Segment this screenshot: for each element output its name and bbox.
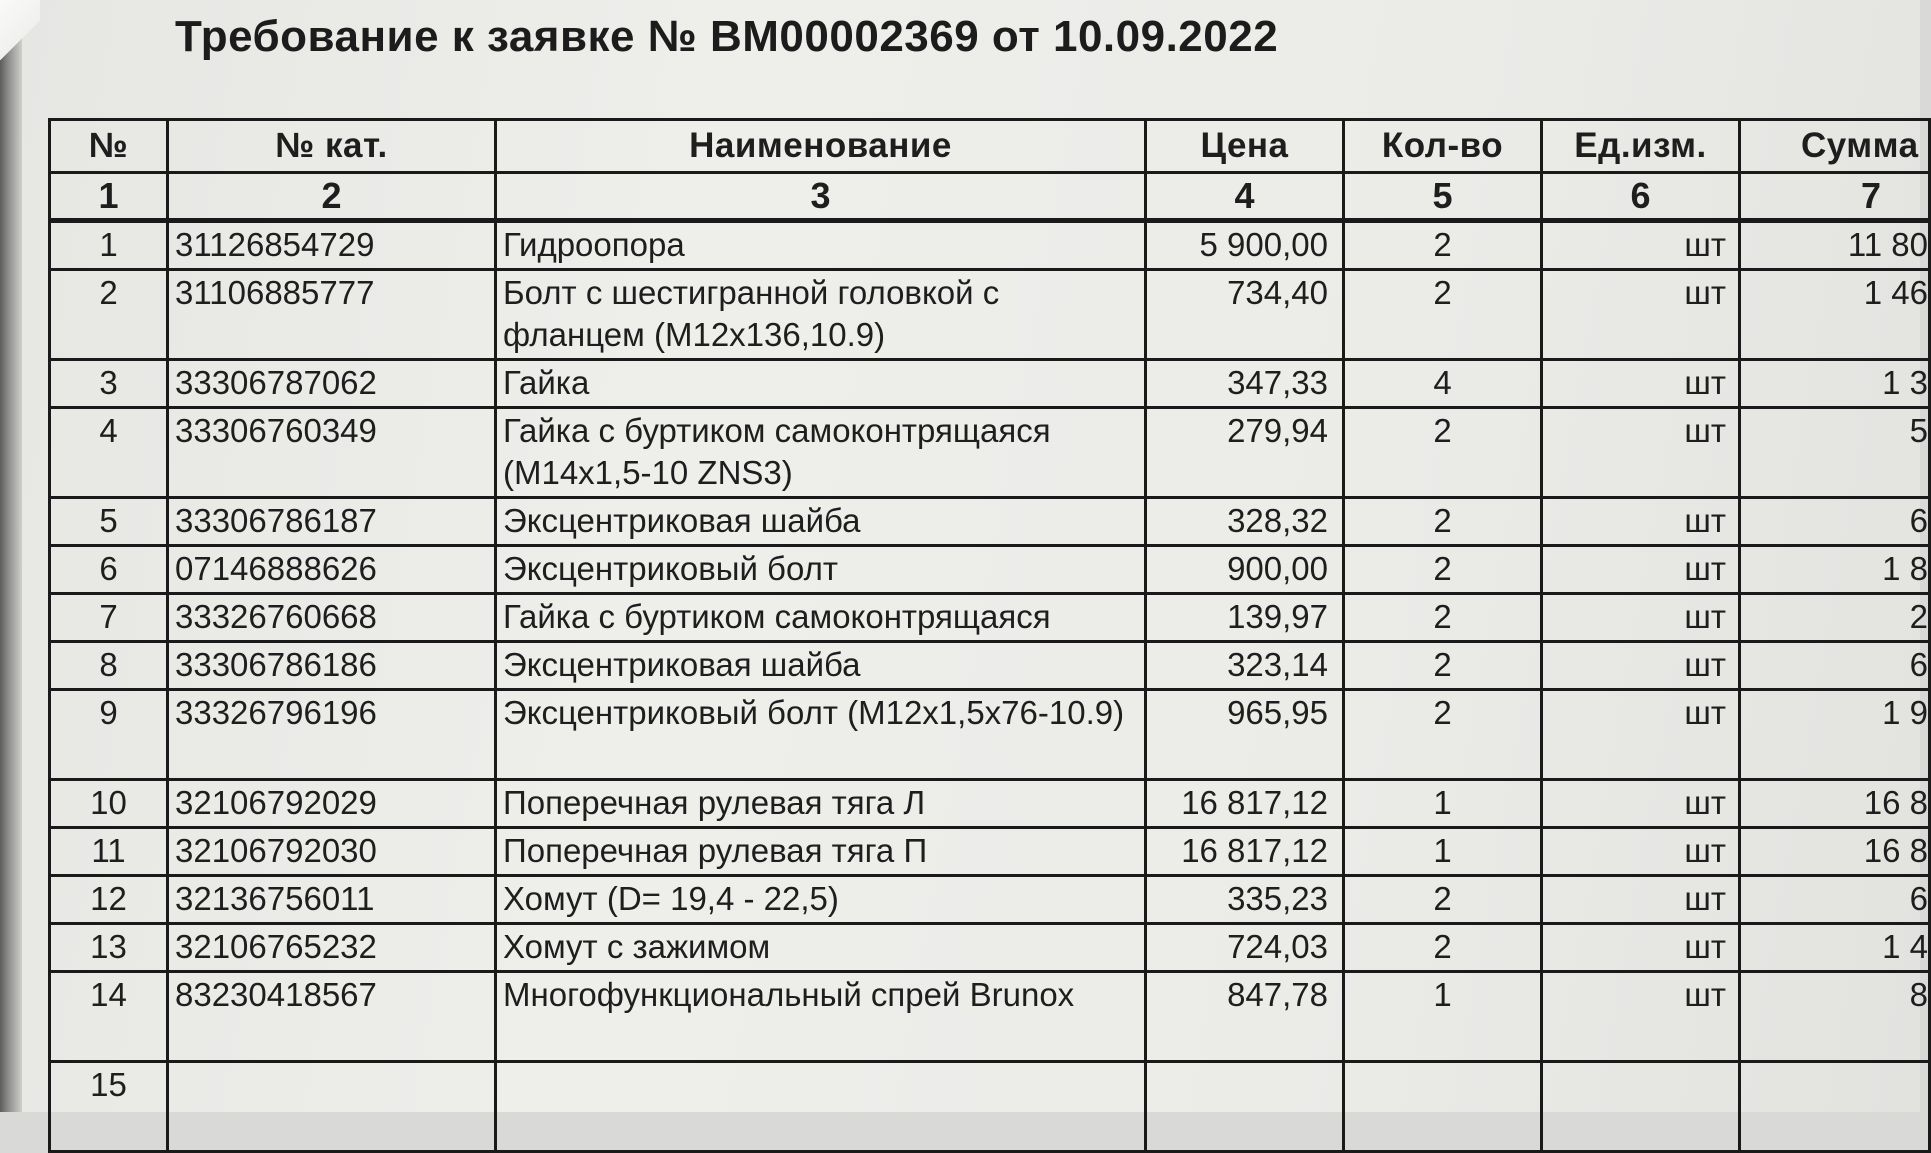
item-name: Хомут с зажимом [496, 924, 1146, 972]
item-quantity: 2 [1344, 408, 1542, 498]
item-name: Хомут (D= 19,4 - 22,5) [496, 876, 1146, 924]
table-row [50, 642, 1930, 690]
item-price: 900,00 [1146, 546, 1344, 594]
table-row [50, 876, 1930, 924]
table-row [50, 408, 1930, 498]
item-price: 16 817,12 [1146, 828, 1344, 876]
item-price: 279,94 [1146, 408, 1344, 498]
item-name: Поперечная рулевая тяга П [496, 828, 1146, 876]
item-sum: 11 80 [1740, 221, 1930, 270]
item-sum: 2 [1740, 594, 1930, 642]
catalog-number: 31106885777 [168, 270, 496, 360]
catalog-number: 31126854729 [168, 221, 496, 270]
table-row [50, 1062, 1930, 1152]
item-price: 335,23 [1146, 876, 1344, 924]
catalog-number: 32106765232 [168, 924, 496, 972]
item-sum: 1 9 [1740, 690, 1930, 780]
item-sum: 1 8 [1740, 546, 1930, 594]
item-quantity: 1 [1344, 972, 1542, 1062]
catalog-number: 33326760668 [168, 594, 496, 642]
item-quantity: 1 [1344, 780, 1542, 828]
item-name: Болт с шестигранной головкой с фланцем (M12x136,10.9) [496, 270, 1146, 360]
item-sum: 6 [1740, 876, 1930, 924]
column-number: 1 [50, 173, 168, 221]
item-sum: 16 8 [1740, 780, 1930, 828]
page-edge-shadow [0, 0, 22, 1112]
item-price: 323,14 [1146, 642, 1344, 690]
item-sum: 8 [1740, 972, 1930, 1062]
item-name: Поперечная рулевая тяга Л [496, 780, 1146, 828]
catalog-number: 33306760349 [168, 408, 496, 498]
catalog-number: 33326796196 [168, 690, 496, 780]
table-row [50, 221, 1930, 270]
table-row [50, 972, 1930, 1062]
item-quantity: 2 [1344, 876, 1542, 924]
column-number: 4 [1146, 173, 1344, 221]
item-sum: 6 [1740, 498, 1930, 546]
item-quantity: 2 [1344, 221, 1542, 270]
item-quantity: 2 [1344, 594, 1542, 642]
item-sum: 1 46 [1740, 270, 1930, 360]
table-row [50, 690, 1930, 780]
item-unit: шт [1542, 408, 1740, 498]
header-row [50, 120, 1930, 173]
table-row [50, 498, 1930, 546]
item-unit: шт [1542, 690, 1740, 780]
item-name [496, 1062, 1146, 1152]
item-price: 847,78 [1146, 972, 1344, 1062]
item-unit: шт [1542, 594, 1740, 642]
item-quantity: 4 [1344, 360, 1542, 408]
item-sum: 1 3 [1740, 360, 1930, 408]
item-name: Гидроопора [496, 221, 1146, 270]
row-number: 3 [50, 360, 168, 408]
row-number: 9 [50, 690, 168, 780]
row-number: 7 [50, 594, 168, 642]
item-unit: шт [1542, 924, 1740, 972]
item-unit: шт [1542, 972, 1740, 1062]
item-price: 734,40 [1146, 270, 1344, 360]
item-quantity: 2 [1344, 270, 1542, 360]
item-sum: 5 [1740, 408, 1930, 498]
catalog-number: 32106792030 [168, 828, 496, 876]
catalog-number: 83230418567 [168, 972, 496, 1062]
table-row [50, 828, 1930, 876]
table-row [50, 594, 1930, 642]
item-unit: шт [1542, 828, 1740, 876]
column-number: 3 [496, 173, 1146, 221]
catalog-number: 32106792029 [168, 780, 496, 828]
item-quantity: 2 [1344, 546, 1542, 594]
table-row [50, 780, 1930, 828]
column-number: 2 [168, 173, 496, 221]
catalog-number: 07146888626 [168, 546, 496, 594]
item-price: 724,03 [1146, 924, 1344, 972]
table-row [50, 546, 1930, 594]
catalog-number: 33306786186 [168, 642, 496, 690]
catalog-number: 33306786187 [168, 498, 496, 546]
item-name: Эксцентриковый болт [496, 546, 1146, 594]
item-sum: 1 4 [1740, 924, 1930, 972]
item-name: Эксцентриковая шайба [496, 498, 1146, 546]
row-number: 8 [50, 642, 168, 690]
catalog-number: 33306787062 [168, 360, 496, 408]
column-number-row [50, 173, 1930, 221]
row-number: 1 [50, 221, 168, 270]
column-number: 7 [1740, 173, 1930, 221]
header-quantity: Кол-во [1344, 120, 1542, 173]
item-unit: шт [1542, 498, 1740, 546]
row-number: 5 [50, 498, 168, 546]
header-number: № [50, 120, 168, 173]
item-quantity: 2 [1344, 498, 1542, 546]
item-quantity: 2 [1344, 924, 1542, 972]
item-unit: шт [1542, 876, 1740, 924]
row-number: 11 [50, 828, 168, 876]
table-row [50, 270, 1930, 360]
row-number: 13 [50, 924, 168, 972]
item-name: Эксцентриковый болт (M12x1,5x76-10.9) [496, 690, 1146, 780]
item-unit: шт [1542, 270, 1740, 360]
item-sum: 16 8 [1740, 828, 1930, 876]
item-quantity: 1 [1344, 828, 1542, 876]
item-price: 16 817,12 [1146, 780, 1344, 828]
item-price: 139,97 [1146, 594, 1344, 642]
item-name: Гайка с буртиком самоконтрящаяся (M14x1,5-10 ZNS3) [496, 408, 1146, 498]
item-name: Эксцентриковая шайба [496, 642, 1146, 690]
header-price: Цена [1146, 120, 1344, 173]
item-sum [1740, 1062, 1930, 1152]
header-sum: Сумма [1740, 120, 1930, 173]
header-name: Наименование [496, 120, 1146, 173]
item-sum: 6 [1740, 642, 1930, 690]
catalog-number [168, 1062, 496, 1152]
row-number: 4 [50, 408, 168, 498]
requisition-table [48, 118, 1931, 1153]
document-title: Требование к заявке № ВМ00002369 от 10.09.2022 [175, 12, 1279, 61]
item-quantity: 2 [1344, 642, 1542, 690]
column-number: 5 [1344, 173, 1542, 221]
page-corner [0, 0, 40, 60]
item-price: 328,32 [1146, 498, 1344, 546]
row-number: 2 [50, 270, 168, 360]
item-quantity: 2 [1344, 690, 1542, 780]
item-name: Многофункциональный спрей Brunox [496, 972, 1146, 1062]
row-number: 14 [50, 972, 168, 1062]
item-unit: шт [1542, 780, 1740, 828]
header-unit: Ед.изм. [1542, 120, 1740, 173]
item-quantity [1344, 1062, 1542, 1152]
item-unit: шт [1542, 546, 1740, 594]
item-unit: шт [1542, 642, 1740, 690]
item-price [1146, 1062, 1344, 1152]
header-catalog-number: № кат. [168, 120, 496, 173]
item-name: Гайка [496, 360, 1146, 408]
catalog-number: 32136756011 [168, 876, 496, 924]
item-price: 965,95 [1146, 690, 1344, 780]
item-price: 347,33 [1146, 360, 1344, 408]
row-number: 12 [50, 876, 168, 924]
table-row [50, 924, 1930, 972]
item-unit: шт [1542, 221, 1740, 270]
row-number: 15 [50, 1062, 168, 1152]
item-price: 5 900,00 [1146, 221, 1344, 270]
table-row [50, 360, 1930, 408]
item-name: Гайка с буртиком самоконтрящаяся [496, 594, 1146, 642]
row-number: 6 [50, 546, 168, 594]
item-unit [1542, 1062, 1740, 1152]
column-number: 6 [1542, 173, 1740, 221]
row-number: 10 [50, 780, 168, 828]
item-unit: шт [1542, 360, 1740, 408]
